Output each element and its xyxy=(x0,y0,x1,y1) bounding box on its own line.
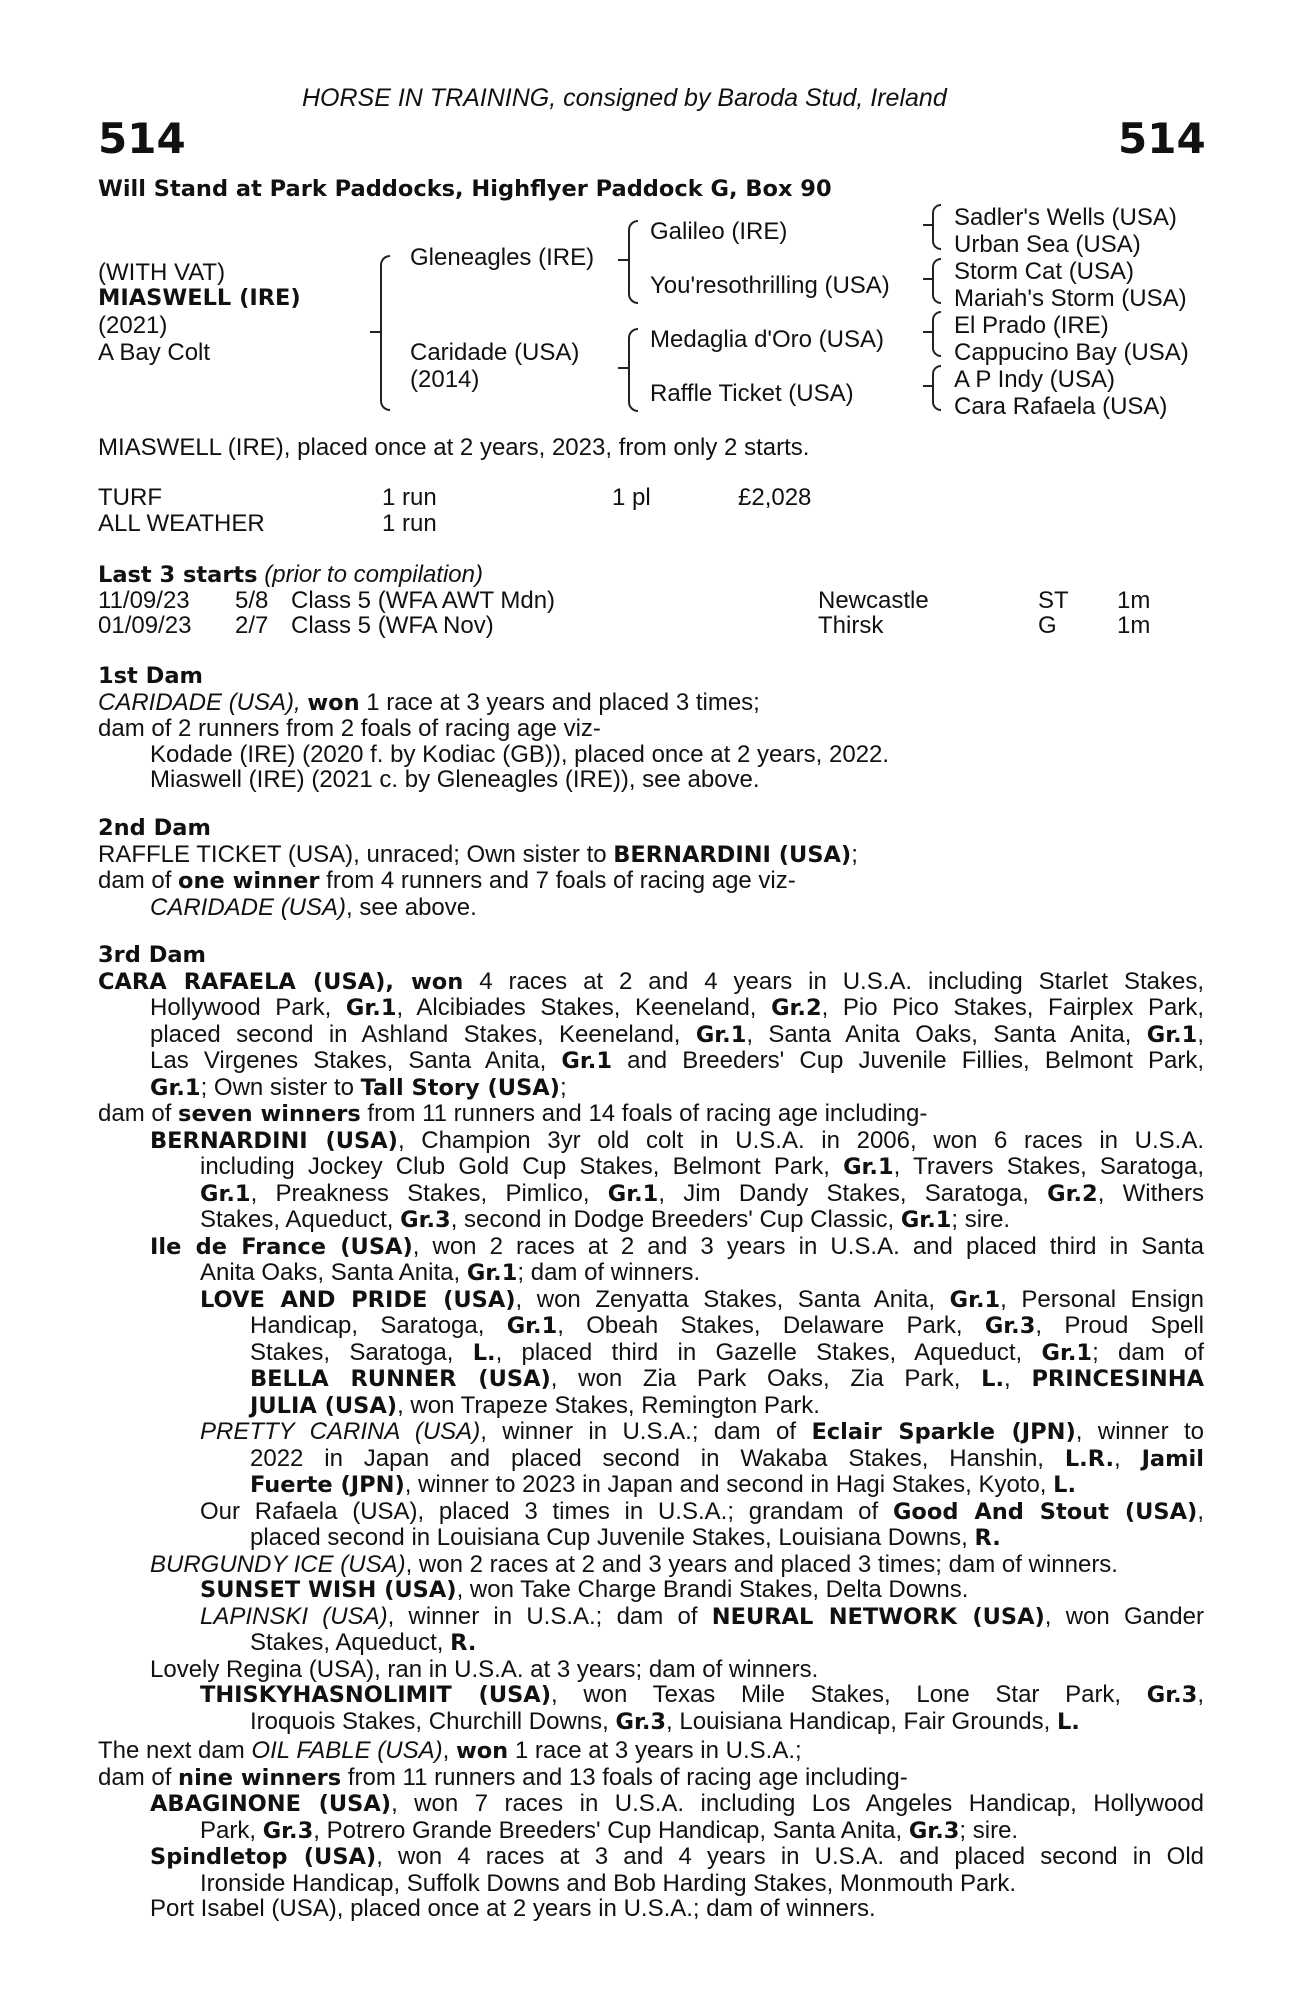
consignor-line: HORSE IN TRAINING, consigned by Baroda Stud, Ireland xyxy=(302,84,947,112)
pedigree-text-line: Park, Gr.3, Potrero Grande Breeders' Cup Handicap, Santa Anita, Gr.3; sire. xyxy=(200,1816,1019,1844)
gg-2: Urban Sea (USA) xyxy=(954,231,1141,258)
lot-number-left: 514 xyxy=(98,114,186,163)
start-date: 11/09/23 xyxy=(98,587,190,614)
pedigree-text-line: Ironside Handicap, Suffolk Downs and Bob Harding Stakes, Monmouth Park. xyxy=(200,1869,1016,1897)
start-pos: 5/8 xyxy=(235,587,269,614)
next-dam-section xyxy=(98,1738,1204,1922)
dam-name: Caridade (USA) xyxy=(410,339,580,366)
pedigree-text-line: ABAGINONE (USA), won 7 races in U.S.A. including Los Angeles Handicap, Hollywood xyxy=(150,1790,1204,1817)
pedigree-text-line: JULIA (USA), won Trapeze Stakes, Remington Park. xyxy=(250,1391,820,1419)
pedigree-text-line: Ile de France (USA), won 2 races at 2 and 3 years in U.S.A. and placed third in Santa xyxy=(150,1232,1204,1260)
horse-year: (2021) xyxy=(98,312,168,339)
gg-8: Cara Rafaela (USA) xyxy=(954,393,1168,420)
pedigree-text-line: Lovely Regina (USA), ran in U.S.A. at 3 years; dam of winners. xyxy=(150,1655,819,1683)
first-dam-line-3: Kodade (IRE) (2020 f. by Kodiac (GB)), placed once at 2 years, 2022. xyxy=(150,740,890,768)
pedigree-text-line: Anita Oaks, Santa Anita, Gr.1; dam of winners. xyxy=(200,1259,701,1286)
pedigree-text-line: Iroquois Stakes, Churchill Downs, Gr.3, Louisiana Handicap, Fair Grounds, L. xyxy=(250,1707,1080,1735)
record-runs: 1 run xyxy=(382,484,437,511)
pedigree-text-line: Fuerte (JPN), winner to 2023 in Japan and second in Hagi Stakes, Kyoto, L. xyxy=(250,1471,1077,1498)
pedigree-text-line: Spindletop (USA), won 4 races at 3 and 4 years in U.S.A. and placed second in Old xyxy=(150,1843,1204,1870)
second-dam-line-1: RAFFLE TICKET (USA), unraced; Own sister to BERNARDINI (USA); xyxy=(98,840,858,868)
gg-1: Sadler's Wells (USA) xyxy=(954,204,1177,231)
start-race: Class 5 (WFA Nov) xyxy=(291,612,494,639)
sire-sire: Galileo (IRE) xyxy=(650,218,788,245)
start-race: Class 5 (WFA AWT Mdn) xyxy=(291,587,556,614)
vat-note: (WITH VAT) xyxy=(98,259,226,286)
gg-7: A P Indy (USA) xyxy=(954,366,1115,393)
horse-sex: A Bay Colt xyxy=(98,339,211,366)
pedigree-text-line: Stakes, Aqueduct, Gr.3, second in Dodge Breeders' Cup Classic, Gr.1; sire. xyxy=(200,1206,1011,1233)
sire-name: Gleneagles (IRE) xyxy=(410,244,595,271)
record-runs: 1 run xyxy=(382,510,437,537)
start-dist: 1m xyxy=(1117,612,1151,639)
next-dam-body xyxy=(98,1738,1204,1922)
pedigree-text-line: Stakes, Saratoga, L., placed third in Gazelle Stakes, Aqueduct, Gr.1; dam of xyxy=(250,1338,1204,1366)
pedigree-text-line: SUNSET WISH (USA), won Take Charge Brandi Stakes, Delta Downs. xyxy=(200,1576,969,1603)
first-dam-section xyxy=(98,664,1204,793)
pedigree-text-line: Gr.1; Own sister to Tall Story (USA); xyxy=(150,1073,567,1101)
start-pos: 2/7 xyxy=(235,612,269,639)
start-course: Newcastle xyxy=(818,587,929,614)
stand-location: Will Stand at Park Paddocks, Highflyer Paddock G, Box 90 xyxy=(98,176,832,202)
second-dam-section xyxy=(98,816,1204,920)
pedigree-text-line: LAPINSKI (USA), winner in U.S.A.; dam of NEURAL NETWORK (USA), won Gander xyxy=(200,1602,1204,1630)
pedigree-text-line: Stakes, Aqueduct, R. xyxy=(250,1629,477,1656)
dam-dam: Raffle Ticket (USA) xyxy=(650,380,854,407)
pedigree-text-line: placed second in Ashland Stakes, Keeneland, Gr.1, Santa Anita Oaks, Santa Anita, Gr.1, xyxy=(150,1020,1204,1048)
start-course: Thirsk xyxy=(818,612,884,639)
pedigree-text-line: Las Virgenes Stakes, Santa Anita, Gr.1 and Breeders' Cup Juvenile Fillies, Belmont Park, xyxy=(150,1047,1205,1074)
pedigree-text-line: CARA RAFAELA (USA), won 4 races at 2 and 4 years in U.S.A. including Starlet Stakes, xyxy=(98,967,1204,995)
second-dam-title: 2nd Dam xyxy=(98,815,211,841)
pedigree-text-line: including Jockey Club Gold Cup Stakes, Belmont Park, Gr.1, Travers Stakes, Saratoga, xyxy=(200,1153,1204,1180)
third-dam-title: 3rd Dam xyxy=(98,942,206,968)
sire-dam: You'resothrilling (USA) xyxy=(650,272,890,299)
pedigree-text-line: THISKYHASNOLIMIT (USA), won Texas Mile Stakes, Lone Star Park, Gr.3, xyxy=(200,1681,1204,1708)
horse-name: MIASWELL (IRE) xyxy=(98,285,301,311)
pedigree-text-line: Handicap, Saratoga, Gr.1, Obeah Stakes, Delaware Park, Gr.3, Proud Spell xyxy=(250,1312,1205,1339)
gg-5: El Prado (IRE) xyxy=(954,312,1109,339)
pedigree-text-line: BURGUNDY ICE (USA), won 2 races at 2 and 3 years and placed 3 times; dam of winners. xyxy=(150,1550,1118,1578)
start-dist: 1m xyxy=(1117,587,1151,614)
first-dam-line-1: CARIDADE (USA), won 1 race at 3 years and placed 3 times; xyxy=(98,688,760,716)
gg-6: Cappucino Bay (USA) xyxy=(954,339,1189,366)
record-surface: TURF xyxy=(98,484,162,511)
record-places: 1 pl xyxy=(612,484,651,511)
pedigree-text-line: LOVE AND PRIDE (USA), won Zenyatta Stakes, Santa Anita, Gr.1, Personal Ensign xyxy=(200,1285,1205,1313)
record-surface: ALL WEATHER xyxy=(98,510,265,537)
pedigree-text-line: dam of seven winners from 11 runners and 14 foals of racing age including- xyxy=(98,1100,928,1127)
start-going: ST xyxy=(1038,587,1069,614)
gg-4: Mariah's Storm (USA) xyxy=(954,285,1187,312)
pedigree-text-line: 2022 in Japan and placed second in Wakaba Stakes, Hanshin, L.R., Jamil xyxy=(250,1444,1204,1472)
pedigree-text-line: Our Rafaela (USA), placed 3 times in U.S.A.; grandam of Good And Stout (USA), xyxy=(200,1497,1204,1525)
first-dam-title: 1st Dam xyxy=(98,663,203,689)
pedigree-text-line: dam of nine winners from 11 runners and 13 foals of racing age including- xyxy=(98,1763,908,1791)
pedigree-text-line: PRETTY CARINA (USA), winner in U.S.A.; dam of Eclair Sparkle (JPN), winner to xyxy=(200,1418,1205,1445)
dam-sire: Medaglia d'Oro (USA) xyxy=(650,326,884,353)
second-dam-line-3: CARIDADE (USA), see above. xyxy=(150,893,477,921)
second-dam-line-2: dam of one winner from 4 runners and 7 foals of racing age viz- xyxy=(98,867,796,894)
dam-year: (2014) xyxy=(410,366,480,393)
pedigree-text-line: placed second in Louisiana Cup Juvenile Stakes, Louisiana Downs, R. xyxy=(250,1524,1001,1551)
pedigree-text-line: Gr.1, Preakness Stakes, Pimlico, Gr.1, Jim Dandy Stakes, Saratoga, Gr.2, Withers xyxy=(200,1179,1204,1207)
third-dam-body xyxy=(98,969,1204,1736)
pedigree-text-line: The next dam OIL FABLE (USA), won 1 race at 3 years in U.S.A.; xyxy=(98,1737,802,1764)
summary-line: MIASWELL (IRE), placed once at 2 years, 2023, from only 2 starts. xyxy=(98,434,810,461)
last-starts-note: (prior to compilation) xyxy=(264,561,483,588)
third-dam-section xyxy=(98,943,1204,1735)
first-dam-line-4: Miaswell (IRE) (2021 c. by Gleneagles (IRE)), see above. xyxy=(150,766,760,793)
lot-number-right: 514 xyxy=(1118,114,1206,163)
start-going: G xyxy=(1038,612,1057,639)
pedigree-text-line: Hollywood Park, Gr.1, Alcibiades Stakes, Keeneland, Gr.2, Pio Pico Stakes, Fairplex Park, xyxy=(150,994,1205,1021)
first-dam-line-2: dam of 2 runners from 2 foals of racing age viz- xyxy=(98,715,601,742)
record-prize: £2,028 xyxy=(738,484,812,511)
pedigree-text-line: BERNARDINI (USA), Champion 3yr old colt in U.S.A. in 2006, won 6 races in U.S.A. xyxy=(150,1126,1205,1154)
pedigree-text-line: BELLA RUNNER (USA), won Zia Park Oaks, Zia Park, L., PRINCESINHA xyxy=(250,1365,1204,1392)
gg-3: Storm Cat (USA) xyxy=(954,258,1135,285)
start-date: 01/09/23 xyxy=(98,612,192,639)
last-starts-heading xyxy=(98,562,483,589)
last-starts-title: Last 3 starts xyxy=(98,562,258,588)
pedigree-text-line: Port Isabel (USA), placed once at 2 years in U.S.A.; dam of winners. xyxy=(150,1895,876,1922)
